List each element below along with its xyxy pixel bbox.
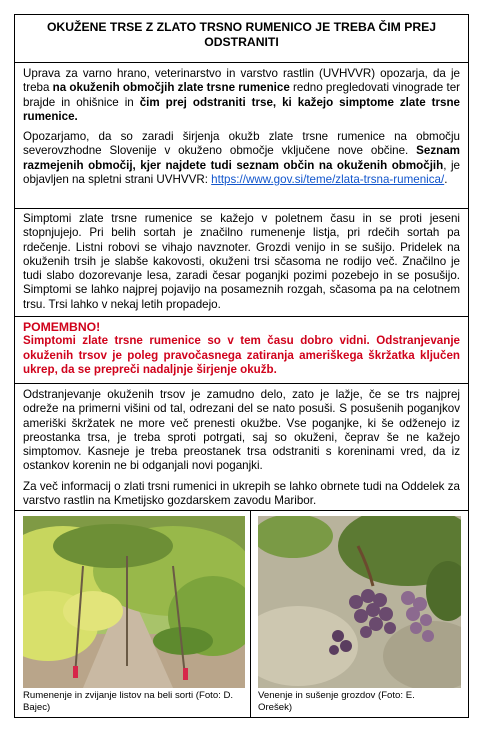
notice-sheet [14,14,469,718]
areas-text-2: , je objavljen na spletni strani UVHVVR: [23,158,460,187]
intro-section [15,67,468,187]
symptoms-paragraph: Simptomi zlate trsne rumenice se kažejo v poletnem času in se proti jeseni stopnjujejo. Pri belih sortah je značilno rumenenje listja, pri rdečih sortah pa rdečenje. Listni robovi se vihajo navznoter. Grozdi venijo in se sušijo. Pridelek na okuženih trsih je slabše kakovosti, okuženi trsi sčasoma ne rodijo več. Značilno je tudi slabo dozorevanje lesa, zaradi česar poganjki pozimi pozebejo in se posušijo. Simptomi se lahko najprej pojavijo na posameznih rozgah, sčasoma pa na celotnem trsu. Trsi lahko v nekaj letih propadejo. [23,212,460,311]
contact-paragraph: Za več informacij o zlati trsni rumenici in ukrepih se lahko obrnete tudi na Oddelek za varstvo rastlin na Kmetijsko gozdarskem zavodu Maribor. [23,479,460,508]
divider [15,316,468,317]
photo-strip [15,510,468,717]
divider [15,62,468,63]
divider [15,383,468,384]
symptoms-section [15,212,468,312]
divider [15,208,468,209]
warning-box [15,320,468,377]
photo-divider [250,510,251,717]
removal-section [15,388,468,508]
uvhvvr-link[interactable]: https://www.gov.si/teme/zlata-trsna-rumenica/ [211,173,445,187]
photo-caption-left: Rumenenje in zvijanje listov na beli sorti (Foto: D. Bajec) [23,690,234,713]
intro-text: Uprava za varno hrano, veterinarstvo in varstvo rastlin (UVHVVR) opozarja, da je treba [23,67,460,95]
warning-heading: POMEMBNO! [23,320,101,334]
vineyard-photo [23,516,245,688]
intro-text-2: redno pregledovati vinograde ter brajde in ohišnice in [23,81,461,109]
intro-bold-remove: čim prej odstraniti trse, ki kažejo simptome zlate trsne rumenice. [23,95,460,123]
photo-caption-right: Venenje in sušenje grozdov (Foto: E. Orešek) [258,690,415,713]
areas-period: . [444,173,448,187]
intro-paragraph [23,67,460,124]
notice-title: OKUŽENE TRSE Z ZLATO TRSNO RUMENICO JE TREBA ČIM PREJ ODSTRANITI [46,20,437,49]
grapes-photo [258,516,461,688]
warning-text: Simptomi zlate trsne rumenice so v tem času dobro vidni. Odstranjevanje okuženih trsov je poleg pravočasnega zatiranja ameriškega škržatka ključen ukrep, da se prepreči nadaljnje širjenje okužb. [23,334,460,376]
intro-bold-areas: na okuženih območjih zlate trsne rumenice [52,81,290,95]
areas-bold: Seznam razmejenih območij, kjer najdete tudi seznam občin na okuženih območjih [23,144,460,172]
areas-text: Opozarjamo, da so zaradi širjenja okužb zlate trsne rumenice na območju severovzhodne Slovenije v okuženo območje vključene nove občine. [23,130,460,158]
areas-paragraph [23,130,460,187]
removal-paragraph: Odstranjevanje okuženih trsov je zamudno delo, zato je lažje, če se trs najprej odreže na primerni višini od tal, odrezani del se nato posuši. S posušenih poganjkov ameriški škržatek ne more več prenesti okužbe. Vse poganjke, ki še odženejo iz preostanka trsa, je treba sproti potrgati, saj so okuženi, čeprav še ne kažejo simptomov. Kasneje je treba preostanek trsa odstraniti s koreninami vred, da iz ostankov korenin ne bi odganjali novi poganjki. [23,388,460,473]
